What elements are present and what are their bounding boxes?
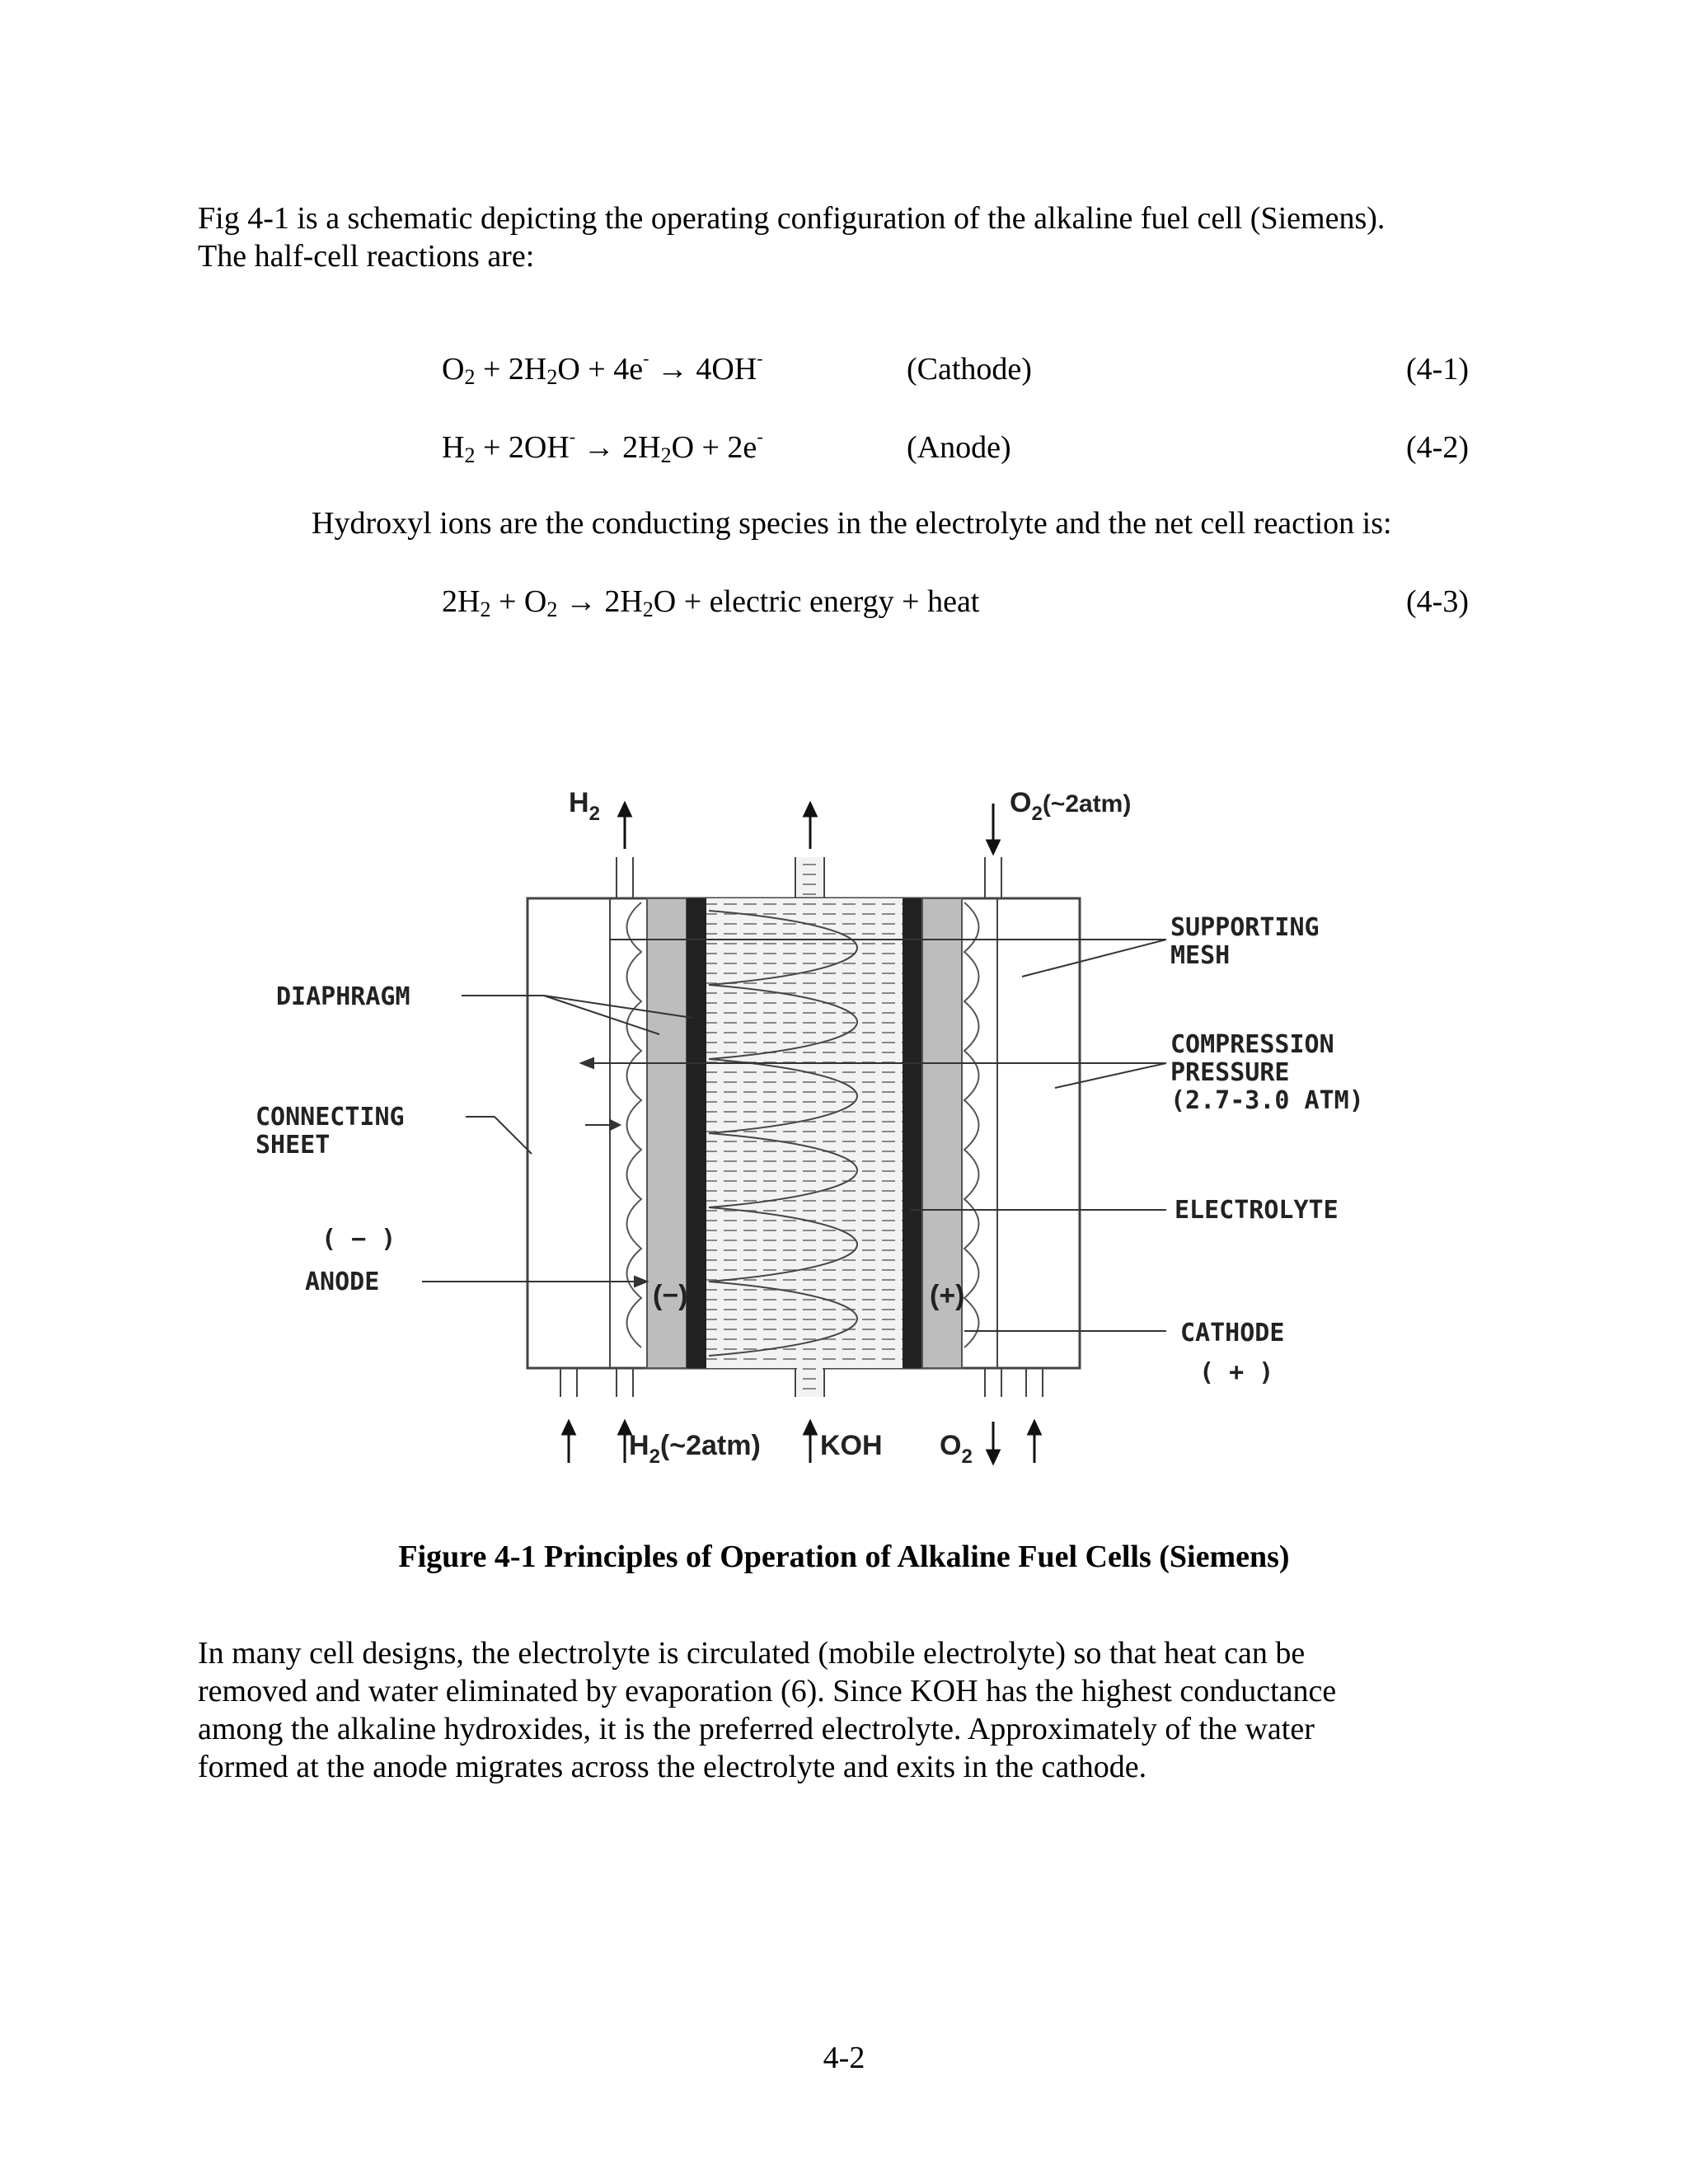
plus-marker: (+) <box>930 1280 965 1311</box>
figure-caption: Figure 4-1 Principles of Operation of Alkaline Fuel Cells (Siemens) <box>398 1540 1290 1574</box>
page-number: 4-2 <box>823 2041 865 2075</box>
electrolyte-region <box>706 898 903 1368</box>
compression-label-2: PRESSURE <box>1170 1058 1290 1087</box>
body-line-4: formed at the anode migrates across the electrolyte and exits in the cathode. <box>198 1750 1147 1784</box>
connecting-sheet-label-1: CONNECTING <box>256 1103 405 1132</box>
electrolyte-label: ELECTROLYTE <box>1175 1196 1339 1225</box>
equation-net: $2H_2 + O_2 \to 2H_2O$ + electric energy + heat <box>442 584 980 621</box>
fuel-cell-diagram <box>247 771 1442 1512</box>
minus-marker: (−) <box>653 1280 688 1311</box>
equation-number-4-1: (4-1) <box>1406 352 1469 387</box>
cathode-diaphragm <box>903 898 922 1368</box>
equation-anode-label: (Anode) <box>907 430 1011 465</box>
bottom-koh-port <box>797 1368 823 1397</box>
body-line-3: among the alkaline hydroxides, it is the preferred electrolyte. Approximately of the water <box>198 1712 1315 1746</box>
intro-line-2: The half-cell reactions are: <box>198 239 535 274</box>
intro-line-1: Fig 4-1 is a schematic depicting the operating configuration of the alkaline fuel cell (Siemens). <box>198 201 1386 236</box>
cathode-label: CATHODE <box>1180 1319 1285 1347</box>
top-o2-label: $O_2(\sim 2atm)$ <box>1010 787 1132 825</box>
anode-label: ANODE <box>305 1268 380 1296</box>
supporting-mesh-label-2: MESH <box>1170 941 1231 970</box>
diaphragm-label: DIAPHRAGM <box>276 982 410 1011</box>
connecting-sheet-label-2: SHEET <box>256 1131 331 1160</box>
cathode-sign-label: ( + ) <box>1199 1358 1274 1387</box>
equation-cathode-label: (Cathode) <box>907 352 1032 387</box>
top-koh-port <box>797 857 823 898</box>
anode-diaphragm <box>687 898 706 1368</box>
equation-anode: $H_2 + 2OH^- \to 2H_2O + 2e^-$ <box>442 426 763 467</box>
anode-sign-label: ( − ) <box>321 1225 396 1254</box>
body-line-1: In many cell designs, the electrolyte is circulated (mobile electrolyte) so that heat can be <box>198 1636 1306 1671</box>
cathode-supporting-mesh <box>964 902 979 1347</box>
compression-label-1: COMPRESSION <box>1170 1030 1334 1059</box>
top-h2-label: $H_2$ <box>569 787 600 825</box>
top-arrows <box>619 804 999 853</box>
hydroxyl-text: Hydroxyl ions are the conducting species in the electrolyte and the net cell reaction is: <box>312 506 1392 541</box>
bottom-h2-label: $H_2(\sim 2atm)$ <box>629 1430 761 1468</box>
body-line-2: removed and water eliminated by evaporation (6). Since KOH has the highest conductance <box>198 1674 1337 1708</box>
bottom-o2-label: $O_2$ <box>940 1430 973 1468</box>
equation-number-4-2: (4-2) <box>1406 430 1469 465</box>
compression-label-3: (2.7-3.0 ATM) <box>1170 1086 1364 1115</box>
supporting-mesh-label-1: SUPPORTING <box>1170 913 1320 942</box>
bottom-koh-label: KOH <box>820 1430 883 1461</box>
equation-number-4-3: (4-3) <box>1406 584 1469 619</box>
equation-cathode: $O_2 + 2H_2O + 4e^- \to 4OH^-$ <box>442 348 763 389</box>
